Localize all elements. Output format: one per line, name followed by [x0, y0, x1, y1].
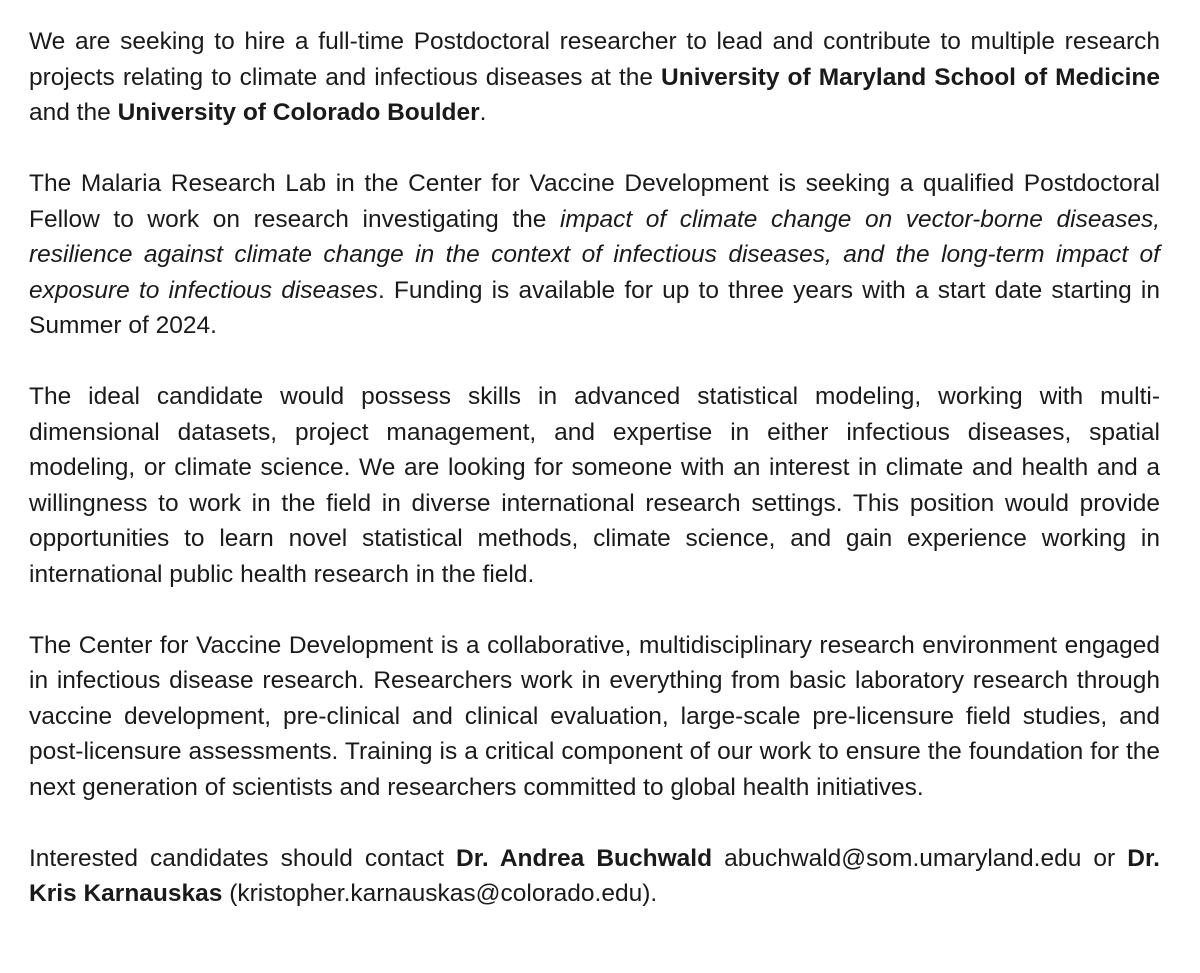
contact-paragraph [29, 841, 1160, 912]
umaryland-som-name: University of Maryland School of Medicine [661, 63, 1160, 91]
contact-intro: Interested candidates should contact [29, 844, 456, 872]
cu-boulder-name: University of Colorado Boulder [117, 99, 480, 126]
malaria-lab-paragraph [29, 166, 1160, 344]
intro-text: We are seeking to hire a full-time Postdoctoral researcher to lead and contribute to multiple research projects relating to climate and infectious diseases at the [29, 28, 1160, 91]
funding-text: . Funding is available for up to three years with a start date starting in Summer of 2024. [29, 276, 1161, 339]
contact-name-karnauskas: Dr. Kris Karnauskas [29, 844, 1160, 907]
research-topics: impact of climate change on vector-borne diseases, resilience against climate change in the context of infectious diseases, and the long-term impact of exposure to infectious diseases [29, 205, 1161, 304]
intro-period: . [479, 99, 487, 126]
contact-email-karnauskas: (kristopher.karnauskas@colorado.edu). [222, 880, 658, 907]
ideal-candidate-paragraph: The ideal candidate would possess skills in advanced statistical modeling, working with multi-dimensional datasets, project management, and expertise in either infectious diseases, spatial modeling, or climate science. We are looking for someone with an interest in climate and health and a willingness to work in the field in diverse international research settings. This position would provide opportunities to learn novel statistical methods, climate science, and gain experience working in international public health research in the field. [29, 383, 1160, 588]
intro-conjunction: and the [29, 99, 118, 126]
contact-email-buchwald: abuchwald@som.umaryland.edu or [712, 844, 1128, 872]
intro-paragraph [29, 24, 1160, 131]
center-description-paragraph: The Center for Vaccine Development is a collaborative, multidisciplinary research environment engaged in infectious disease research. Researchers work in everything from basic laboratory research through vaccine development, pre-clinical and clinical evaluation, large-scale pre-licensure field studies, and post-licensure assessments. Training is a critical component of our work to ensure the foundation for the next generation of scientists and researchers committed to global health initiatives. [29, 631, 1160, 801]
malaria-lab-text: The Malaria Research Lab in the Center for Vaccine Development is seeking a qualified Postdoctoral Fellow to work on research investigating the [29, 170, 1160, 233]
job-posting-document [29, 24, 1160, 912]
contact-name-buchwald: Dr. Andrea Buchwald [456, 844, 713, 872]
